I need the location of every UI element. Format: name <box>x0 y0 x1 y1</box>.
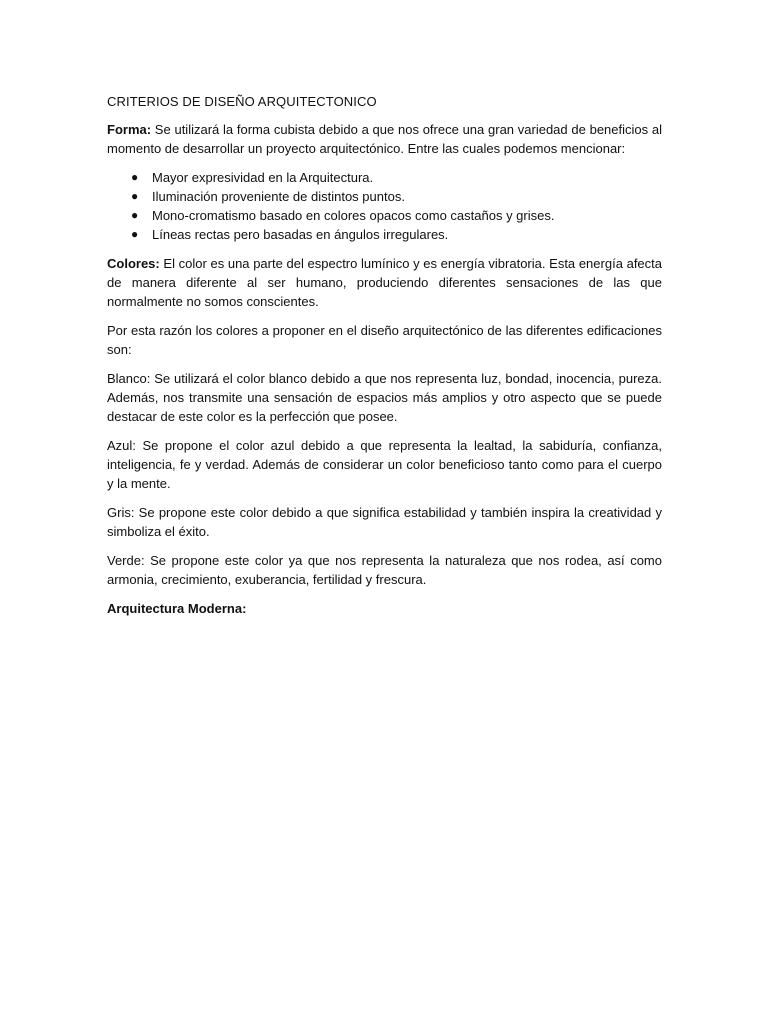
bullet-icon: ● <box>131 170 139 184</box>
paragraph-colores <box>107 254 662 311</box>
list-item-text: Mayor expresividad en la Arquitectura. <box>152 170 374 185</box>
list-item <box>107 225 662 244</box>
list-item <box>107 206 662 225</box>
list-item-text: Líneas rectas pero basadas en ángulos irregulares. <box>152 227 449 242</box>
bullet-icon: ● <box>131 208 139 222</box>
list-item-text: Iluminación proveniente de distintos puntos. <box>152 189 405 204</box>
paragraph-blanco: Blanco: Se utilizará el color blanco debido a que nos representa luz, bondad, inocencia, pureza. Además, nos transmite una sensación de espacios más amplios y otro aspecto que se puede destacar de este color es la perfección que posee. <box>107 371 662 424</box>
bullet-icon: ● <box>131 189 139 203</box>
forma-text: Se utilizará la forma cubista debido a que nos ofrece una gran variedad de beneficios al momento de desarrollar un proyecto arquitectónico. Entre las cuales podemos mencionar: <box>107 122 662 156</box>
document-title: CRITERIOS DE DISEÑO ARQUITECTONICO <box>107 94 377 109</box>
list-item-text: Mono-cromatismo basado en colores opacos como castaños y grises. <box>152 208 555 223</box>
colores-label: Colores: <box>107 256 160 271</box>
forma-label: Forma: <box>107 122 152 137</box>
document-body <box>107 92 662 628</box>
paragraph-intro-colores: Por esta razón los colores a proponer en el diseño arquitectónico de las diferentes edificaciones son: <box>107 323 662 357</box>
list-item <box>107 187 662 206</box>
list-item <box>107 168 662 187</box>
section-title-arquitectura-moderna: Arquitectura Moderna: <box>107 601 247 616</box>
colores-text: El color es una parte del espectro lumínico y es energía vibratoria. Esta energía afecta de manera diferente al ser humano, produciendo diferentes sensaciones de las que normalmente no somos conscientes. <box>107 256 662 309</box>
paragraph-azul: Azul: Se propone el color azul debido a que representa la lealtad, la sabiduría, confianza, inteligencia, fe y verdad. Además de considerar un color beneficioso tanto como para el cuerpo y la mente. <box>107 438 662 491</box>
forma-bullet-list <box>107 168 662 244</box>
bullet-icon: ● <box>131 227 139 241</box>
paragraph-verde: Verde: Se propone este color ya que nos representa la naturaleza que nos rodea, así como armonia, crecimiento, exuberancia, fertilidad y frescura. <box>107 553 662 587</box>
paragraph-forma <box>107 120 662 158</box>
paragraph-gris: Gris: Se propone este color debido a que significa estabilidad y también inspira la creatividad y simboliza el éxito. <box>107 505 662 539</box>
